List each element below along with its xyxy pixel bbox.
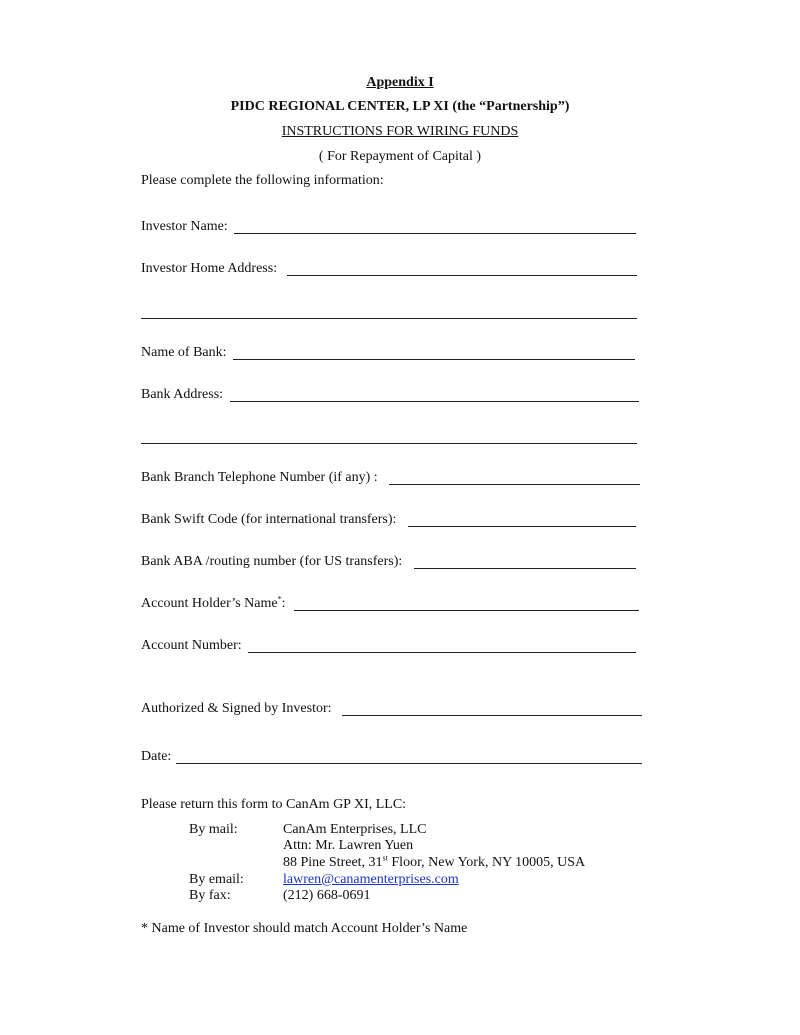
instructions-heading: INSTRUCTIONS FOR WIRING FUNDS xyxy=(281,124,519,139)
account-number-line[interactable] xyxy=(248,652,636,653)
aba-label: Bank ABA /routing number (for US transfers): xyxy=(141,554,403,569)
aba-line[interactable] xyxy=(414,568,636,569)
bank-name-line[interactable] xyxy=(233,359,635,360)
bank-address-line[interactable] xyxy=(230,401,639,402)
date-line[interactable] xyxy=(176,763,642,764)
attention-line: Attn: Mr. Lawren Yuen xyxy=(283,838,414,853)
bank-name-label: Name of Bank: xyxy=(141,345,227,360)
investor-name-label: Investor Name: xyxy=(141,219,228,234)
signature-line[interactable] xyxy=(342,715,642,716)
date-label: Date: xyxy=(141,749,172,764)
holder-name-label xyxy=(141,596,285,612)
investor-name-line[interactable] xyxy=(234,233,636,234)
holder-colon: : xyxy=(281,596,286,611)
by-fax-label: By fax: xyxy=(189,888,231,903)
fax-number: (212) 668-0691 xyxy=(283,888,371,903)
address-street: 88 Pine Street, 31 xyxy=(283,855,383,870)
address-city: Floor, New York, NY 10005, USA xyxy=(387,855,586,870)
swift-label: Bank Swift Code (for international transfers): xyxy=(141,512,397,527)
mailing-address xyxy=(283,855,585,871)
ordinal-suffix: st xyxy=(382,853,388,863)
bank-address-label: Bank Address: xyxy=(141,387,224,402)
authorized-label: Authorized & Signed by Investor: xyxy=(141,701,332,716)
purpose-note: ( For Repayment of Capital ) xyxy=(318,149,482,164)
appendix-title: Appendix I xyxy=(366,75,434,90)
branch-phone-line[interactable] xyxy=(389,484,640,485)
bank-address-line-2[interactable] xyxy=(141,443,637,444)
by-mail-label: By mail: xyxy=(189,822,238,837)
partnership-name: PIDC REGIONAL CENTER, LP XI (the “Partnership”) xyxy=(230,99,570,114)
by-email-label: By email: xyxy=(189,872,244,887)
return-intro: Please return this form to CanAm GP XI, LLC: xyxy=(141,797,407,812)
holder-name-text: Account Holder’s Name xyxy=(141,596,278,611)
account-number-label: Account Number: xyxy=(141,638,242,653)
investor-address-line[interactable] xyxy=(287,275,637,276)
holder-name-line[interactable] xyxy=(294,610,639,611)
branch-phone-label: Bank Branch Telephone Number (if any) : xyxy=(141,470,378,485)
footnote: * Name of Investor should match Account Holder’s Name xyxy=(141,921,468,936)
footnote-marker: * xyxy=(277,594,282,604)
intro-text: Please complete the following information: xyxy=(141,173,384,188)
investor-address-label: Investor Home Address: xyxy=(141,261,278,276)
swift-line[interactable] xyxy=(408,526,636,527)
company-name: CanAm Enterprises, LLC xyxy=(283,822,427,837)
email-link[interactable]: lawren@canamenterprises.com xyxy=(283,872,459,887)
investor-address-line-2[interactable] xyxy=(141,318,637,319)
